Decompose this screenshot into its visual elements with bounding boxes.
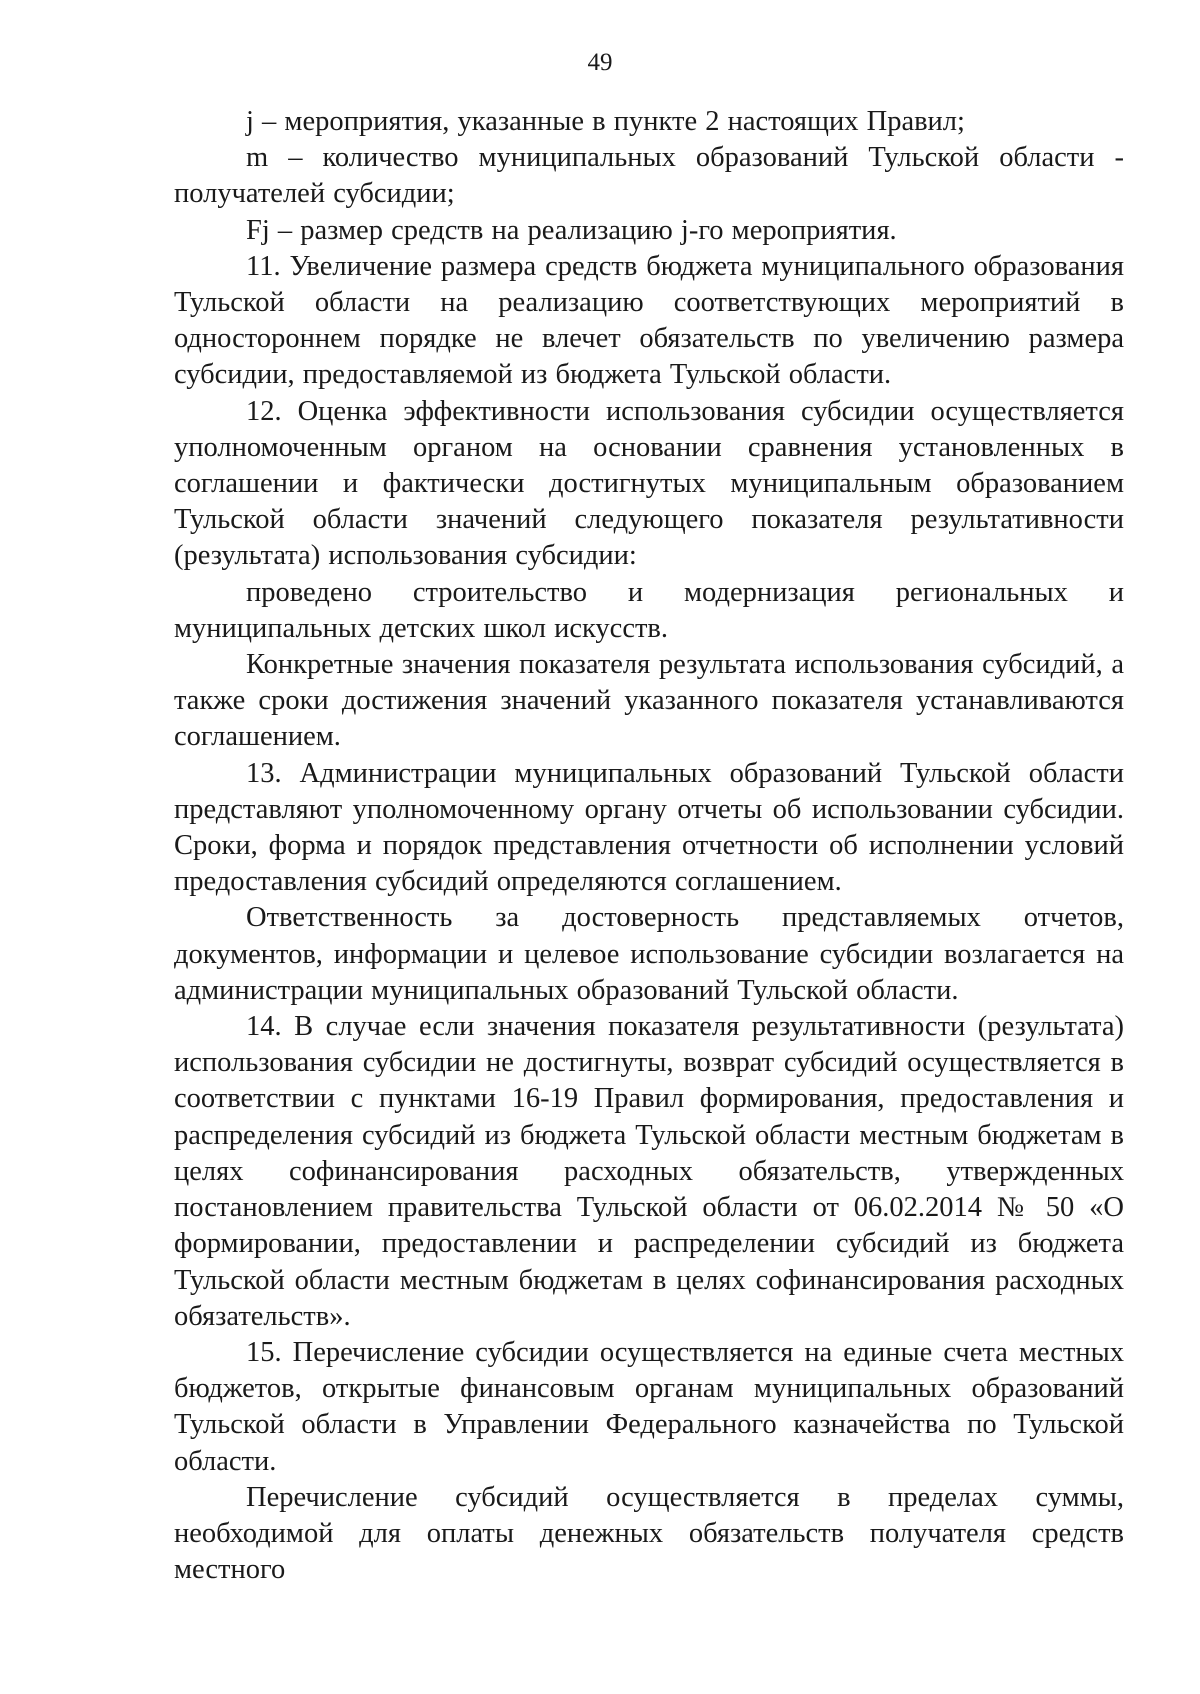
paragraph-f-definition: Fj – размер средств на реализацию j-го мероприятия. xyxy=(246,214,897,246)
paragraph-13: 13. Администрации муниципальных образований Тульской области представляют уполномоченному органу отчеты об использовании субсидии. Сроки, форма и порядок представления отчетности об исполнении условий предоставления субсидий определяются соглашением. xyxy=(174,757,1124,898)
paragraph-transfer-limits: Перечисление субсидий осуществляется в пределах суммы, необходимой для оплаты денежных обязательств получателя средств местного xyxy=(174,1481,1124,1586)
paragraph-m-definition: m – количество муниципальных образований Тульской области - получателей субсидии; xyxy=(174,142,1124,210)
paragraph-indicator-values: Конкретные значения показателя результата использования субсидий, а также сроки достижения значений указанного показателя устанавливаются соглашением. xyxy=(174,649,1124,753)
paragraph-responsibility: Ответственность за достоверность представляемых отчетов, документов, информации и целевое использование субсидии возлагается на администрации муниципальных образований Тульской области. xyxy=(174,902,1124,1006)
document-body xyxy=(174,104,1124,1588)
paragraph-indicator: проведено строительство и модернизация региональных и муниципальных детских школ искусств. xyxy=(174,576,1124,644)
paragraph-12: 12. Оценка эффективности использования субсидии осуществляется уполномоченным органом на основании сравнения установленных в соглашении и фактически достигнутых муниципальным образованием Тульской области значений следующего показателя результативности (результата) использования субсидии: xyxy=(174,395,1124,572)
paragraph-11: 11. Увеличение размера средств бюджета муниципального образования Тульской области на реализацию соответствующих мероприятий в одностороннем порядке не влечет обязательств по увеличению размера субсидии, предоставляемой из бюджета Тульской области. xyxy=(174,250,1124,391)
page-number: 49 xyxy=(587,49,613,76)
paragraph-15: 15. Перечисление субсидии осуществляется на единые счета местных бюджетов, открытые финансовым органам муниципальных образований Тульской области в Управлении Федерального казначейства по Тульской области. xyxy=(174,1336,1124,1477)
paragraph-14: 14. В случае если значения показателя результативности (результата) использования субсидии не достигнуты, возврат субсидий осуществляется в соответствии с пунктами 16-19 Правил формирования, предоставления и распределения субсидий из бюджета Тульской области местным бюджетам в целях софинансирования расходных обязательств, утвержденных постановлением правительства Тульской области от 06.02.2014 № 50 «О формировании, предоставлении и распределении субсидий из бюджета Тульской области местным бюджетам в целях софинансирования расходных обязательств». xyxy=(174,1011,1124,1332)
paragraph-j-definition: j – мероприятия, указанные в пункте 2 настоящих Правил; xyxy=(246,106,965,137)
